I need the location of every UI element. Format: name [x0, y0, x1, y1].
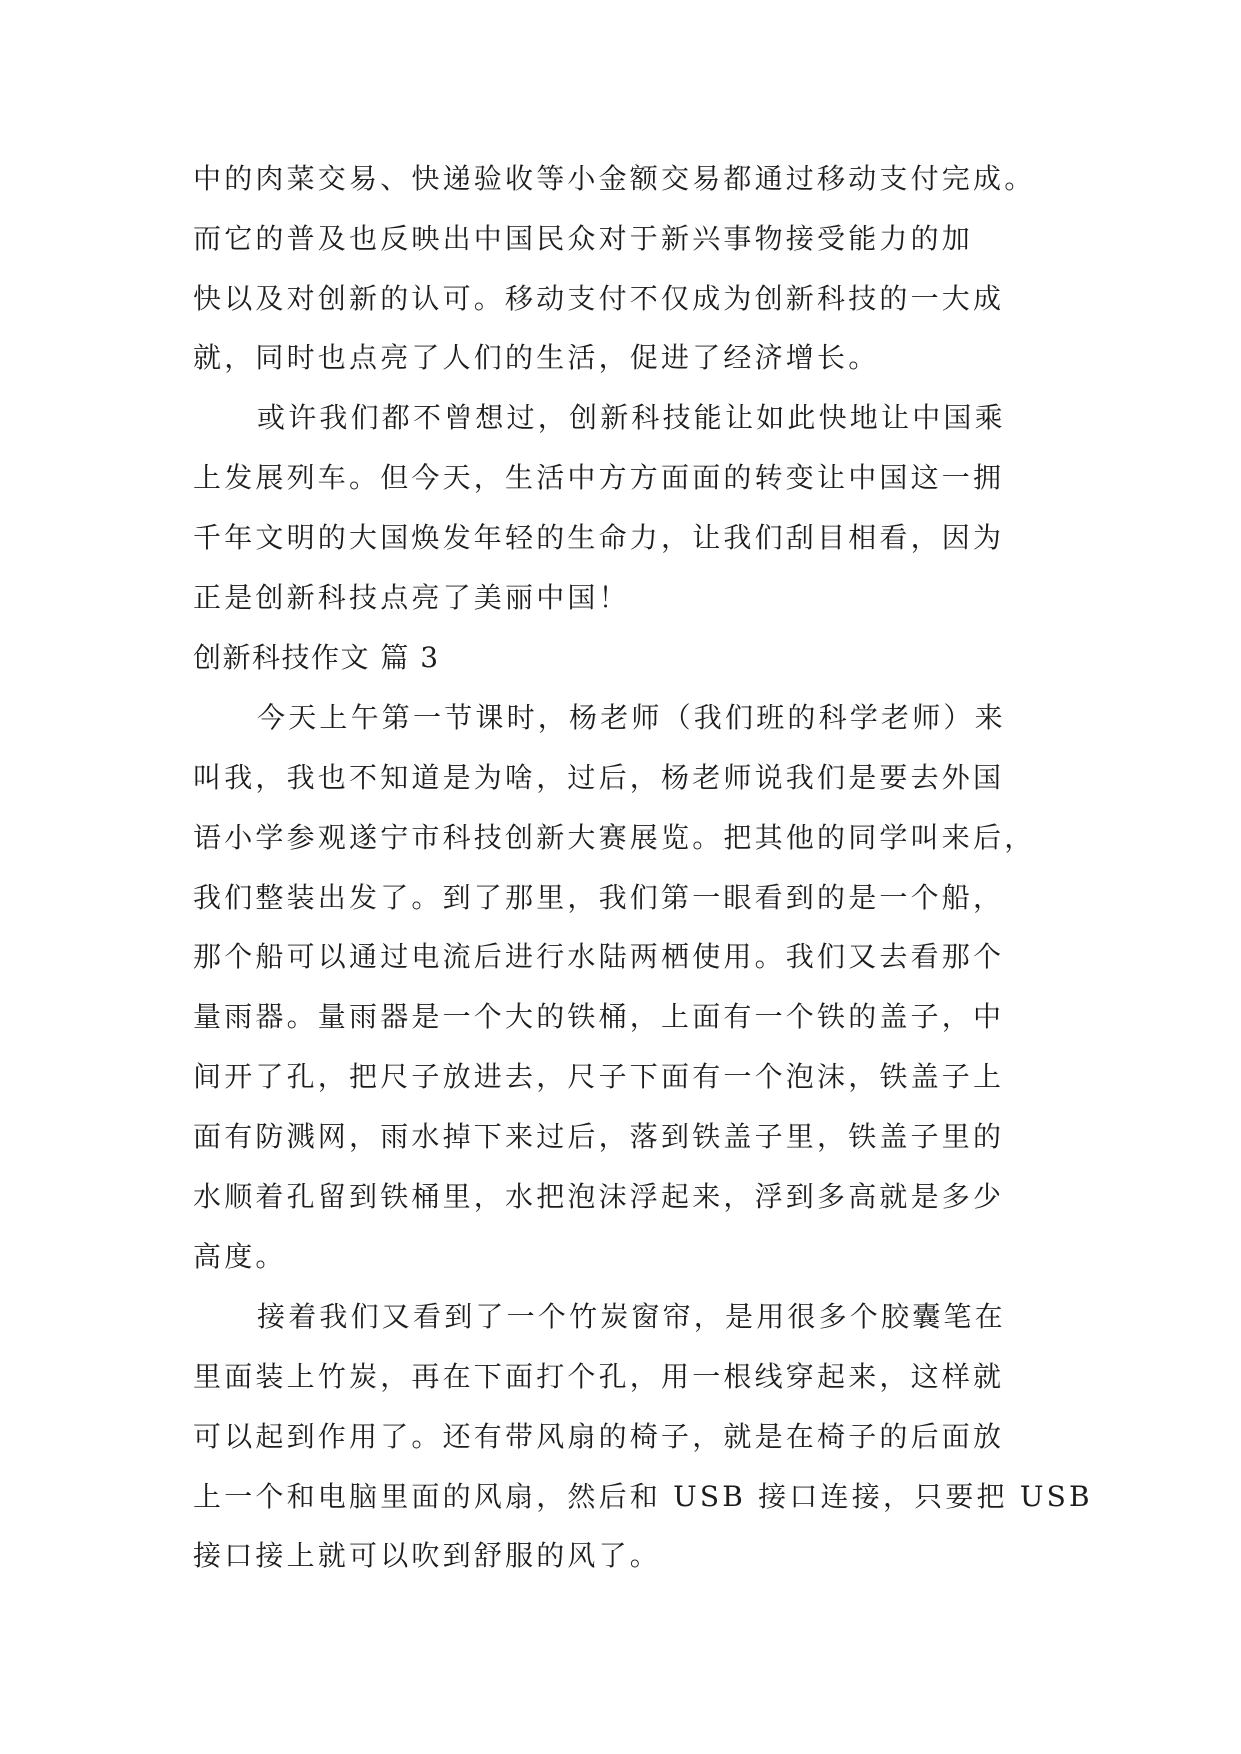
paragraph-line: 千年文明的大国焕发年轻的生命力，让我们刮目相看，因为 [193, 521, 1005, 554]
paragraph-line: 或许我们都不曾想过，创新科技能让如此快地让中国乘 [257, 401, 1006, 434]
paragraph-line: 而它的普及也反映出中国民众对于新兴事物接受能力的加 [193, 222, 974, 255]
paragraph-line: 我们整装出发了。到了那里，我们第一眼看到的是一个船， [193, 881, 1005, 914]
paragraph-line: 可以起到作用了。还有带风扇的椅子，就是在椅子的后面放 [193, 1420, 1005, 1453]
paragraph-line: 量雨器。量雨器是一个大的铁桶，上面有一个铁的盖子，中 [193, 1000, 1005, 1033]
paragraph-line: 今天上午第一节课时，杨老师（我们班的科学老师）来 [257, 701, 1006, 734]
paragraph-line: 接口接上就可以吹到舒服的风了。 [193, 1539, 662, 1572]
section-heading: 创新科技作文 篇 3 [193, 641, 440, 674]
paragraph-line: 间开了孔，把尺子放进去，尺子下面有一个泡沫，铁盖子上 [193, 1060, 1005, 1093]
paragraph-line: 那个船可以通过电流后进行水陆两栖使用。我们又去看那个 [193, 940, 1005, 973]
paragraph-line: 正是创新科技点亮了美丽中国！ [193, 581, 630, 614]
paragraph-line: 高度。 [193, 1240, 287, 1273]
paragraph-line: 快以及对创新的认可。移动支付不仅成为创新科技的一大成 [193, 282, 1005, 315]
paragraph-line: 接着我们又看到了一个竹炭窗帘，是用很多个胶囊笔在 [257, 1300, 1006, 1333]
paragraph-line: 叫我，我也不知道是为啥，过后，杨老师说我们是要去外国 [193, 761, 1005, 794]
paragraph-line: 里面装上竹炭，再在下面打个孔，用一根线穿起来，这样就 [193, 1360, 1005, 1393]
paragraph-line: 水顺着孔留到铁桶里，水把泡沫浮起来，浮到多高就是多少 [193, 1180, 1005, 1213]
paragraph-line: 中的肉菜交易、快递验收等小金额交易都通过移动支付完成。 [193, 162, 1036, 195]
paragraph-line: 就，同时也点亮了人们的生活，促进了经济增长。 [193, 341, 880, 374]
paragraph-line: 上一个和电脑里面的风扇，然后和 USB 接口连接，只要把 USB [193, 1480, 1093, 1513]
paragraph-line: 面有防溅网，雨水掉下来过后，落到铁盖子里，铁盖子里的 [193, 1120, 1005, 1153]
paragraph-line: 上发展列车。但今天，生活中方方面面的转变让中国这一拥 [193, 461, 1005, 494]
paragraph-line: 语小学参观遂宁市科技创新大赛展览。把其他的同学叫来后， [193, 821, 1036, 854]
